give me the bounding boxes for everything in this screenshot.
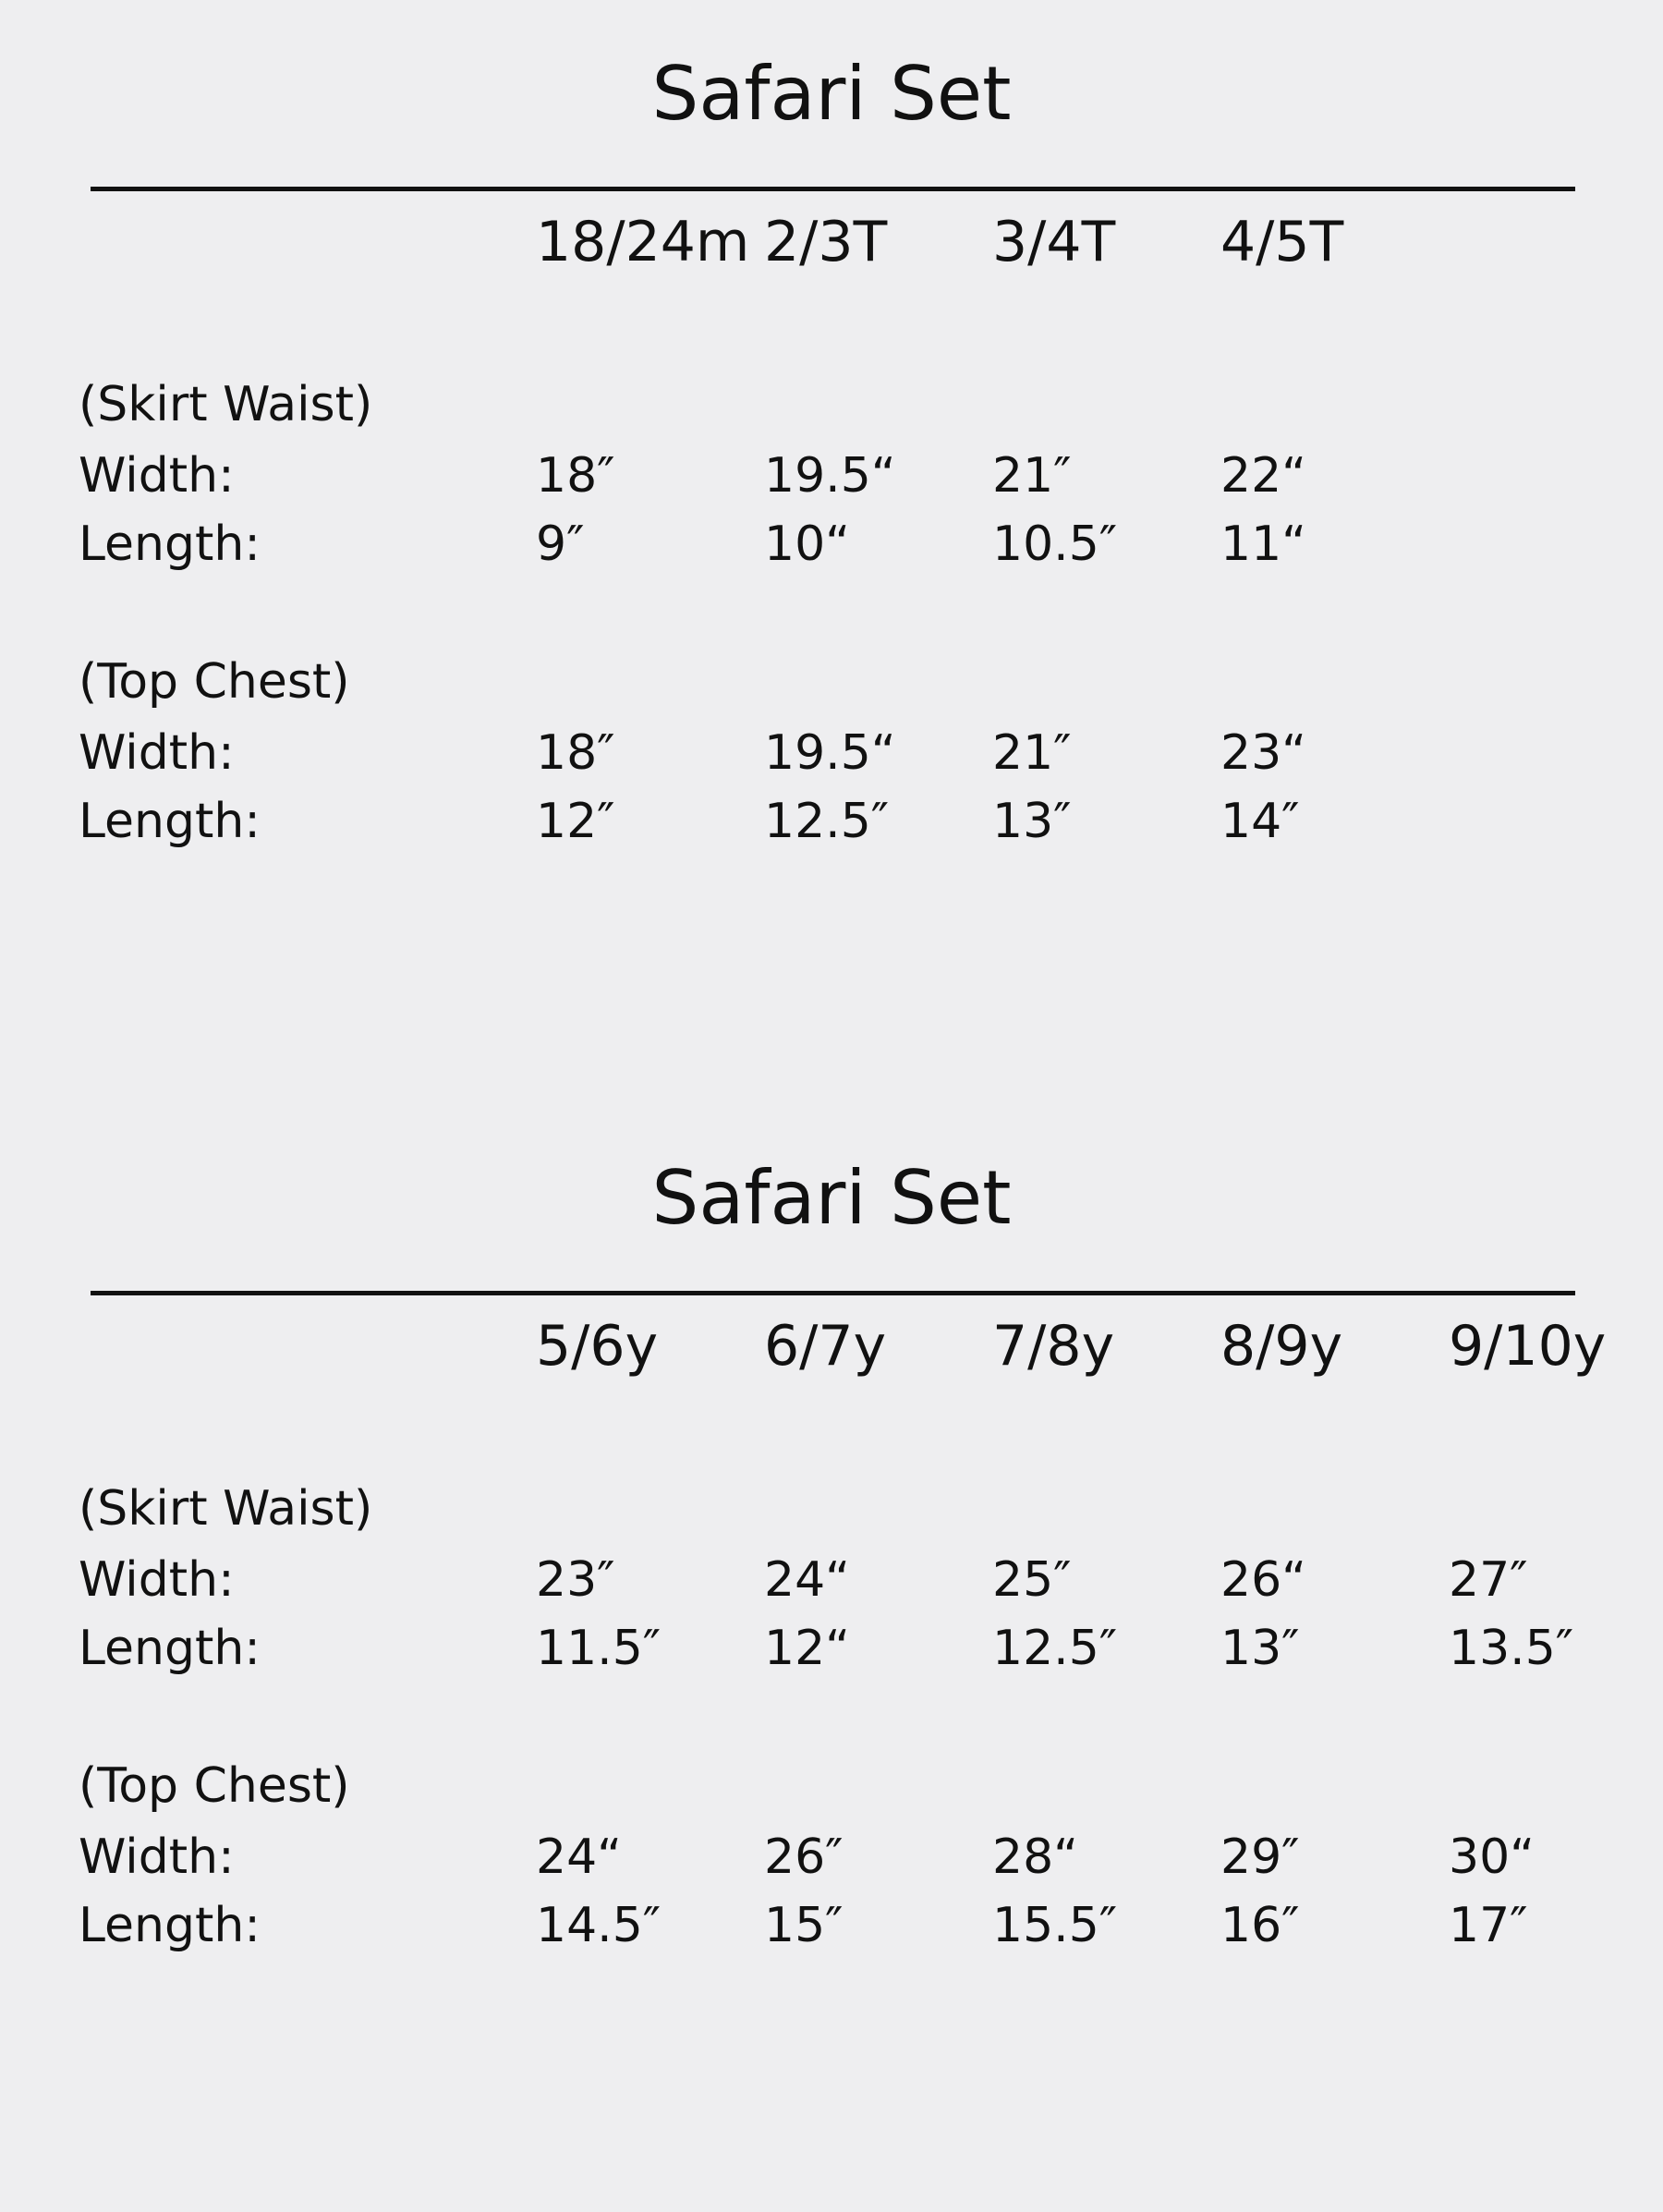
header-divider <box>91 1291 1575 1295</box>
row-label: Width: <box>79 1552 235 1608</box>
measurement-cell: 18″ <box>536 448 615 504</box>
row-label: Width: <box>79 1829 235 1885</box>
table-row <box>0 1824 1663 1890</box>
measurement-cell: 27″ <box>1449 1552 1528 1608</box>
measurement-cell: 15″ <box>764 1898 844 1953</box>
section-label-skirt-waist: (Skirt Waist) <box>79 1481 373 1537</box>
measurement-cell: 9″ <box>536 517 585 572</box>
chart-title: Safari Set <box>651 51 1012 137</box>
size-header-row <box>0 205 1663 279</box>
measurement-cell: 23“ <box>1220 725 1307 781</box>
table-row <box>0 1615 1663 1682</box>
table-row <box>0 720 1663 786</box>
table-row <box>0 443 1663 509</box>
measurement-cell: 26″ <box>764 1829 844 1885</box>
measurement-cell: 25″ <box>992 1552 1072 1608</box>
row-label: Length: <box>79 517 261 572</box>
measurement-cell: 30“ <box>1449 1829 1536 1885</box>
measurement-cell: 22“ <box>1220 448 1307 504</box>
size-header: 2/3T <box>764 210 888 274</box>
section-label-top-chest: (Top Chest) <box>79 654 350 710</box>
measurement-cell: 11“ <box>1220 517 1307 572</box>
measurement-cell: 18″ <box>536 725 615 781</box>
measurement-cell: 24“ <box>764 1552 851 1608</box>
size-chart-youth <box>0 1104 1663 2121</box>
measurement-cell: 14.5″ <box>536 1898 662 1953</box>
row-label: Width: <box>79 725 235 781</box>
measurement-cell: 29″ <box>1220 1829 1300 1885</box>
size-header: 8/9y <box>1220 1314 1343 1379</box>
measurement-cell: 23″ <box>536 1552 615 1608</box>
chart-title: Safari Set <box>651 1155 1012 1241</box>
size-header-row <box>0 1309 1663 1383</box>
row-label: Length: <box>79 794 261 849</box>
measurement-cell: 13″ <box>992 794 1072 849</box>
measurement-cell: 26“ <box>1220 1552 1307 1608</box>
row-label: Length: <box>79 1898 261 1953</box>
measurement-cell: 21″ <box>992 725 1072 781</box>
row-label: Length: <box>79 1621 261 1676</box>
size-header: 18/24m <box>536 210 750 274</box>
measurement-cell: 21″ <box>992 448 1072 504</box>
measurement-cell: 12“ <box>764 1621 851 1676</box>
size-header: 4/5T <box>1220 210 1344 274</box>
measurement-cell: 13″ <box>1220 1621 1300 1676</box>
measurement-cell: 15.5″ <box>992 1898 1118 1953</box>
section-label-top-chest: (Top Chest) <box>79 1758 350 1814</box>
table-row <box>0 511 1663 577</box>
measurement-cell: 12.5″ <box>764 794 890 849</box>
measurement-cell: 10.5″ <box>992 517 1118 572</box>
size-chart-toddler <box>0 0 1663 1016</box>
size-header: 5/6y <box>536 1314 659 1379</box>
measurement-cell: 13.5″ <box>1449 1621 1574 1676</box>
measurement-cell: 11.5″ <box>536 1621 662 1676</box>
measurement-cell: 16″ <box>1220 1898 1300 1953</box>
measurement-cell: 24“ <box>536 1829 623 1885</box>
measurement-cell: 10“ <box>764 517 851 572</box>
measurement-cell: 28“ <box>992 1829 1079 1885</box>
section-label-skirt-waist: (Skirt Waist) <box>79 377 373 432</box>
table-row <box>0 1547 1663 1613</box>
header-divider <box>91 187 1575 191</box>
size-header: 7/8y <box>992 1314 1115 1379</box>
row-label: Width: <box>79 448 235 504</box>
measurement-cell: 12.5″ <box>992 1621 1118 1676</box>
size-header: 3/4T <box>992 210 1116 274</box>
measurement-cell: 14″ <box>1220 794 1300 849</box>
table-row <box>0 1892 1663 1959</box>
measurement-cell: 19.5“ <box>764 725 896 781</box>
measurement-cell: 17″ <box>1449 1898 1528 1953</box>
table-row <box>0 788 1663 855</box>
size-header: 9/10y <box>1449 1314 1607 1379</box>
measurement-cell: 12″ <box>536 794 615 849</box>
size-header: 6/7y <box>764 1314 887 1379</box>
measurement-cell: 19.5“ <box>764 448 896 504</box>
